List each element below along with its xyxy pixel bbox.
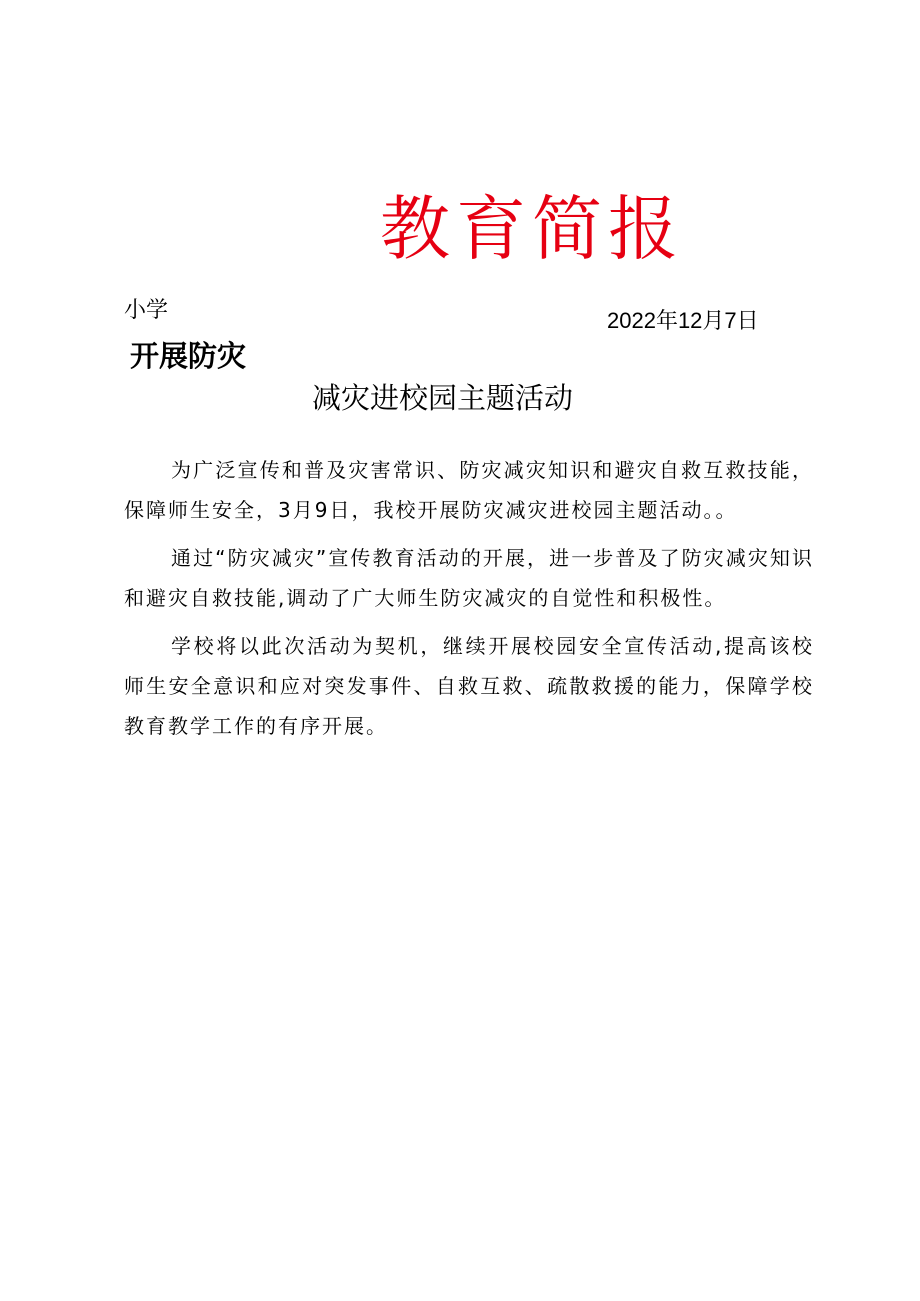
school-name: 小学 bbox=[124, 298, 169, 323]
masthead-title: 教育简报 bbox=[380, 188, 684, 270]
article-title-line-2: 减灾进校园主题活动 bbox=[312, 381, 574, 415]
paragraph: 通过“防灾减灾”宣传教育活动的开展，进一步普及了防灾减灾知识和避灾自救技能,调动了广大师生防灾减灾的自觉性和积极性。 bbox=[124, 546, 814, 610]
paragraph: 为广泛宣传和普及灾害常识、防灾减灾知识和避灾自救互救技能，保障师生安全，3月9日，我校开展防灾减灾进校园主题活动。。 bbox=[124, 458, 814, 522]
paragraph: 学校将以此次活动为契机，继续开展校园安全宣传活动,提高该校师生安全意识和应对突发事件、自救互救、疏散救援的能力，保障学校教育教学工作的有序开展。 bbox=[124, 634, 814, 738]
article-body bbox=[124, 450, 814, 754]
issue-date: 2022年12月7日 bbox=[607, 308, 759, 333]
article-title-line-1: 开展防灾 bbox=[130, 339, 247, 373]
